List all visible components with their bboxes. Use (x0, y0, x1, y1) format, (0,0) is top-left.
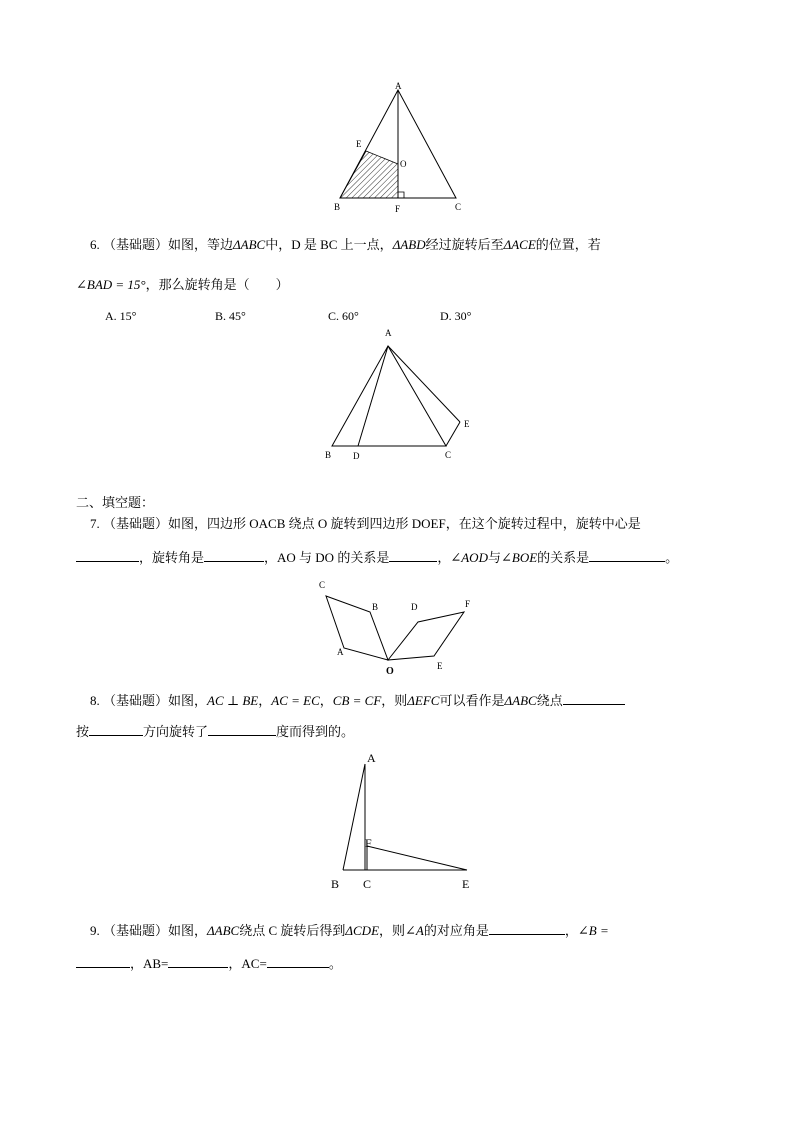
q7-text-2: ，旋转角是 (139, 550, 205, 565)
section-heading: 二、填空题： (76, 495, 155, 510)
q9-angle-a: ∠A (405, 923, 424, 938)
q8-text-4: 绕点 (536, 693, 563, 708)
label-c: C (363, 877, 372, 891)
q6-text-3: 经过旋转后至 (425, 237, 504, 252)
q7-blank-relation-ao-do[interactable] (389, 549, 437, 562)
q8-blank-center[interactable] (563, 692, 625, 705)
q7-number: 7. (90, 516, 100, 531)
label-b: B (325, 450, 332, 460)
q6-line-1 (90, 236, 601, 254)
q8-text-6: 方向旋转了 (143, 724, 209, 739)
label-c: C (455, 202, 462, 212)
q9-text-4: 的对应角是 (423, 923, 489, 938)
q9-blank-angle-b[interactable] (76, 955, 130, 968)
q8-tri-abc: ΔABC (504, 693, 537, 708)
q9-number: 9. (90, 923, 100, 938)
q6-option-d: D. 30° (440, 309, 472, 323)
figure-2-triangle (318, 326, 478, 466)
q7-angle-aod: ∠AOD (450, 550, 488, 565)
label-a: A (385, 328, 392, 338)
q9-line-2 (76, 955, 342, 973)
q8-text-7: 度而得到的。 (276, 724, 355, 739)
q9-line-1 (90, 922, 609, 940)
q8-text-5: 按 (76, 724, 90, 739)
label-f: F (395, 204, 401, 214)
quadrilateral-oacb (326, 596, 388, 660)
q9-blank-corresponding-angle[interactable] (489, 922, 565, 935)
q7-text-4: ， (437, 550, 451, 565)
q8-blank-direction[interactable] (89, 723, 143, 736)
quadrilateral-doef (388, 612, 464, 660)
q9-text-3: ，则 (379, 923, 406, 938)
label-d: D (353, 451, 360, 461)
q7-text-6: 的关系是 (537, 550, 590, 565)
q6-angle-bad: ∠BAD = 15° (76, 277, 146, 292)
q8-text-2: ，则 (381, 693, 408, 708)
label-e: E (437, 661, 443, 671)
q6-text-5: ，那么旋转角是（ ） (145, 277, 289, 292)
q7-blank-relation-angles[interactable] (589, 549, 665, 562)
q7-blank-center[interactable] (76, 549, 139, 562)
q8-line-2 (76, 723, 354, 741)
q8-line-1 (90, 692, 625, 710)
q7-text-5: 与 (487, 550, 501, 565)
label-o: O (400, 159, 407, 169)
q6-option-a: A. 15° (105, 309, 137, 323)
q9-text-2: 绕点 C 旋转后得到 (239, 923, 346, 938)
label-f: F (465, 599, 471, 609)
label-d: D (411, 602, 418, 612)
q6-line-2 (76, 276, 289, 294)
q9-text-7: ，AC= (228, 956, 267, 971)
q8-text-1: （基础题）如图， (103, 693, 208, 708)
segment-ad (358, 346, 388, 446)
label-a: A (337, 647, 344, 657)
label-b: B (331, 877, 340, 891)
figure-1-triangle (330, 78, 470, 218)
label-b: B (372, 602, 379, 612)
label-c: C (319, 580, 326, 590)
figure-3-quadrilaterals (310, 574, 480, 684)
q9-angle-b: ∠B = (577, 923, 609, 938)
label-e: E (464, 419, 470, 429)
q6-text-1: （基础题）如图，等边 (103, 237, 234, 252)
q9-blank-ab[interactable] (168, 955, 228, 968)
q6-option-b: B. 45° (215, 309, 246, 323)
segment-ae (388, 346, 460, 422)
label-o: O (386, 666, 394, 677)
shaded-region (340, 151, 398, 198)
q6-option-c: C. 60° (328, 309, 359, 323)
label-a: A (367, 751, 376, 765)
q7-line-1 (90, 515, 641, 533)
q7-text-3: ，AO 与 DO 的关系是 (264, 550, 390, 565)
segment-fe (367, 846, 467, 870)
q9-tri-cde: ΔCDE (345, 923, 380, 938)
label-c: C (445, 450, 452, 460)
q8-blank-degrees[interactable] (208, 723, 276, 736)
q7-blank-angle[interactable] (204, 549, 264, 562)
q7-text-7: 。 (665, 550, 679, 565)
label-a: A (395, 81, 402, 91)
q6-number: 6. (90, 237, 100, 252)
q8-math-2: AC = EC (271, 693, 320, 708)
q6-tri-abd: ΔABD (392, 237, 426, 252)
segment-ce (446, 422, 460, 446)
q8-text-3: 可以看作是 (439, 693, 505, 708)
q8-sep-2: ， (319, 693, 333, 708)
q6-tri-abc: ΔABC (233, 237, 266, 252)
q9-tri-abc: ΔABC (207, 923, 240, 938)
q7-line-2 (76, 549, 678, 567)
q9-text-8: 。 (328, 956, 342, 971)
q9-text-1: （基础题）如图， (103, 923, 208, 938)
q8-sep-1: ， (258, 693, 272, 708)
figure-4-right-triangles (325, 748, 485, 896)
label-e: E (356, 139, 362, 149)
q6-text-2: 中，D 是 BC 上一点， (265, 237, 393, 252)
q7-angle-boe: ∠BOE (500, 550, 538, 565)
q6-text-4: 的位置，若 (535, 237, 601, 252)
triangle-abc (332, 346, 446, 446)
q8-number: 8. (90, 693, 100, 708)
right-angle-mark (398, 192, 404, 198)
q8-tri-efc: ΔEFC (407, 693, 440, 708)
q8-math-1: AC ⊥ BE (207, 693, 259, 708)
q9-text-6: ，AB= (130, 956, 169, 971)
label-e: E (462, 877, 470, 891)
segment-ab (343, 764, 365, 870)
q8-math-3: CB = CF (332, 693, 382, 708)
q9-blank-ac[interactable] (267, 955, 329, 968)
q9-text-5: ， (564, 923, 578, 938)
label-b: B (334, 202, 341, 212)
q7-text-1: （基础题）如图，四边形 OACB 绕点 O 旋转到四边形 DOEF，在这个旋转过程中，旋转中心是 (103, 516, 641, 531)
q6-tri-ace: ΔACE (503, 237, 536, 252)
label-f: F (365, 836, 372, 850)
